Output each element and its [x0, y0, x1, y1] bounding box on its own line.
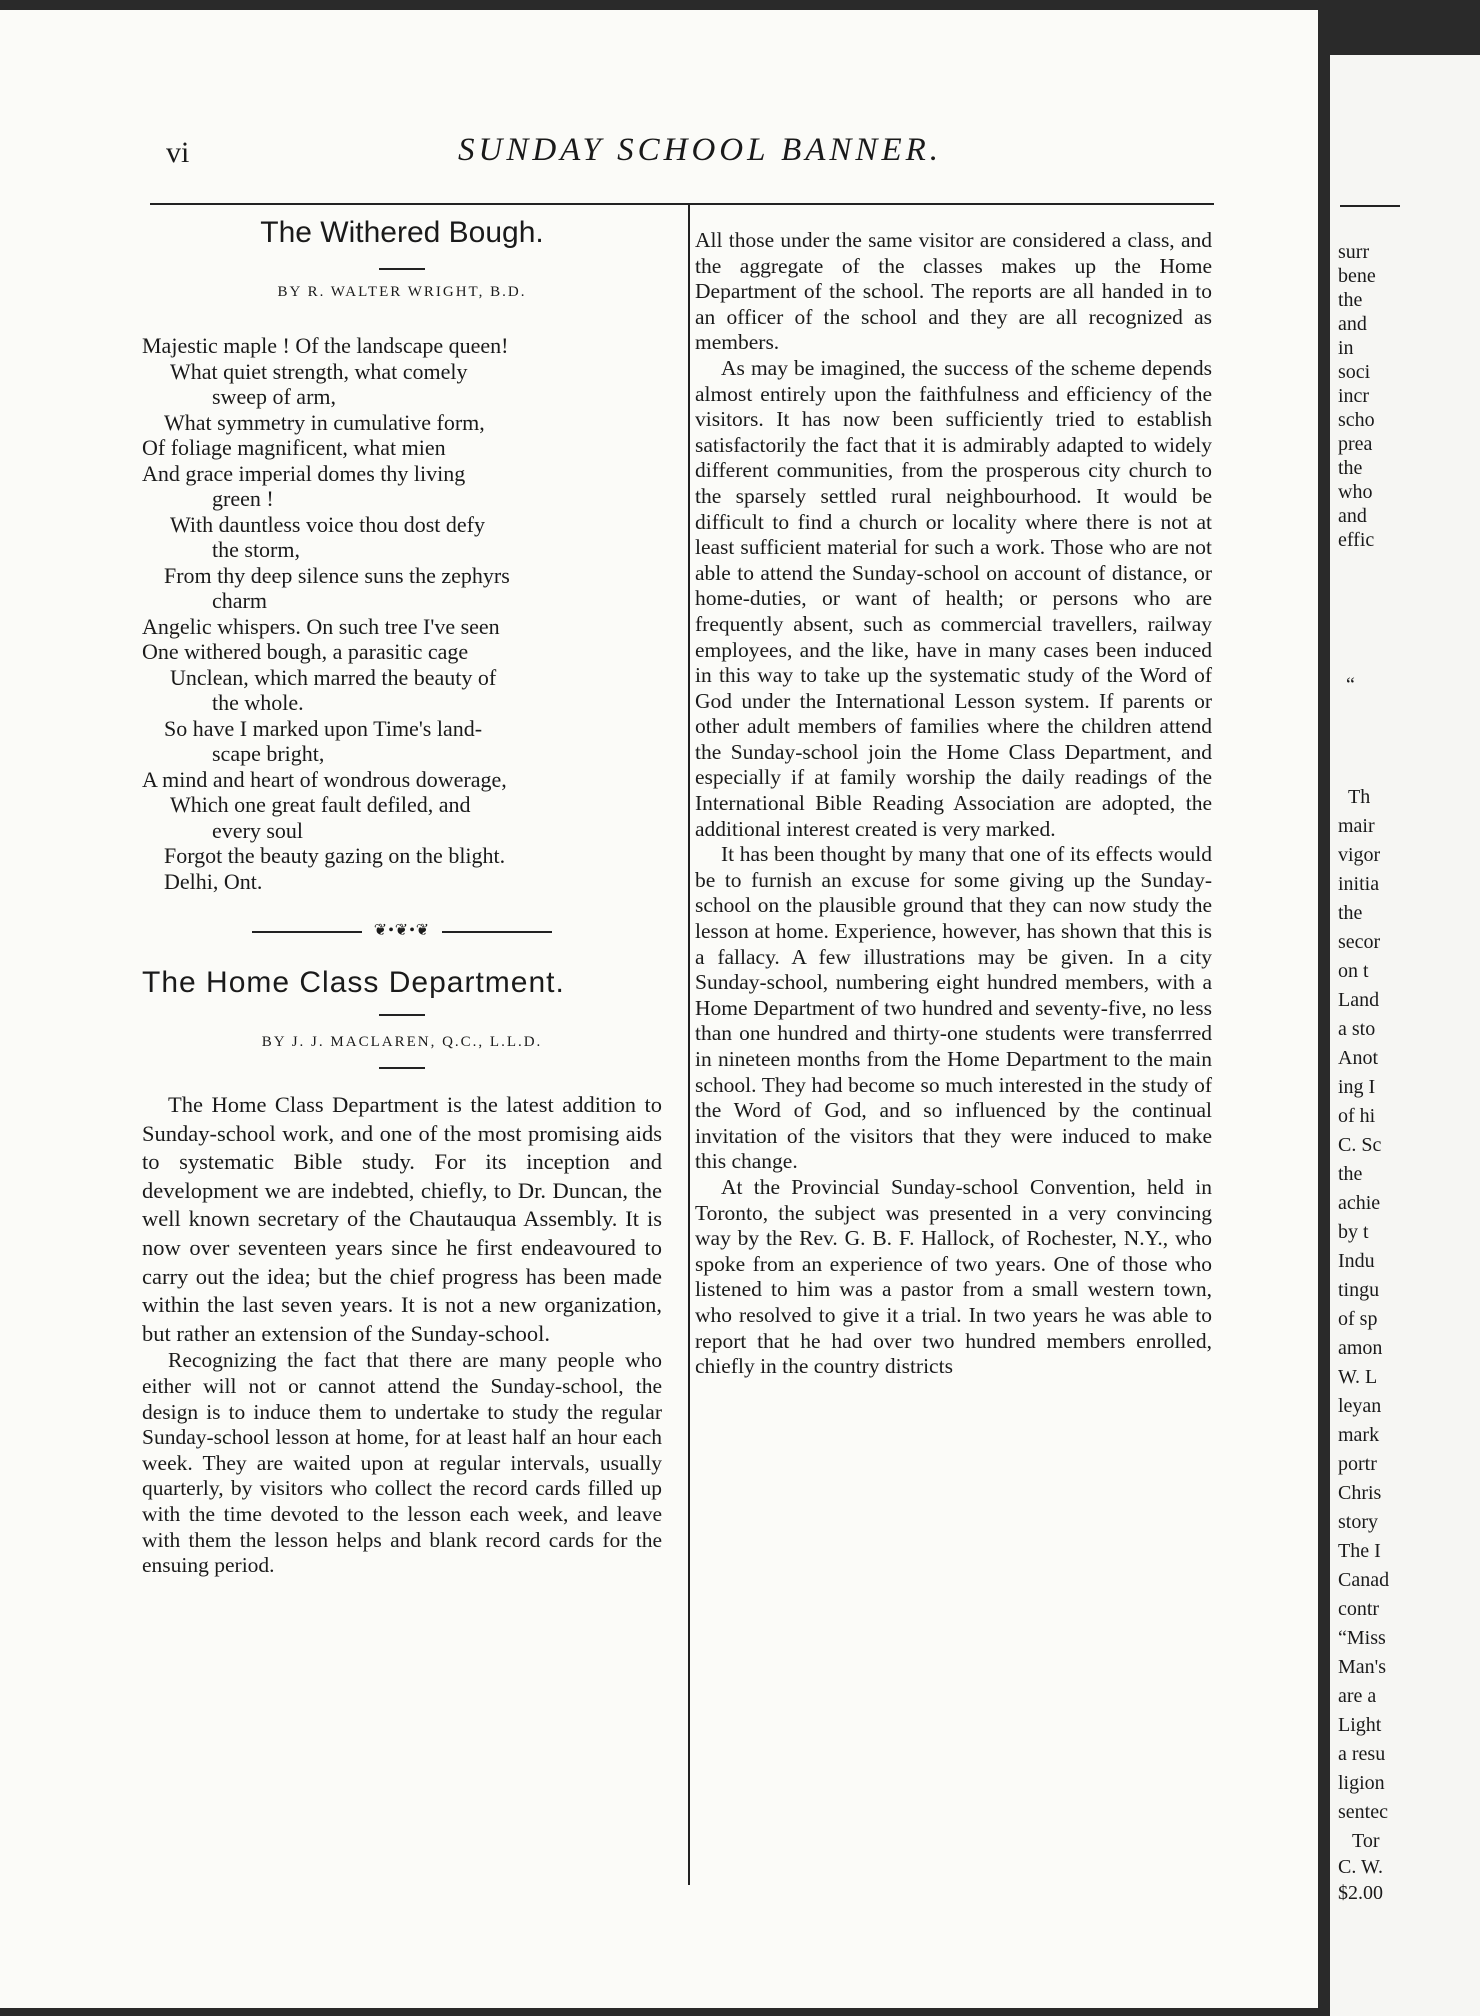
poem-line: Angelic whispers. On such tree I've seen	[142, 613, 500, 639]
adjacent-fragment: Light	[1338, 1714, 1382, 1736]
adjacent-fragment: tingu	[1338, 1279, 1380, 1301]
poem-line: every soul	[212, 817, 304, 843]
home-class-body-right	[695, 228, 1212, 1380]
adjacent-fragment: Land	[1338, 989, 1380, 1011]
poem-line: scape bright,	[212, 741, 325, 766]
adjacent-fragment: bene	[1338, 265, 1376, 287]
adjacent-fragment: surr	[1338, 241, 1370, 263]
paragraph: At the Provincial Sunday-school Convention, held in Toronto, the subject was presented in a very convincing way by the Rev. G. B. F. Hallock, of Rochester, N.Y., who spoke from an experience of two years. One of those who listened to him was a pastor from a small western town, who resolved to give it a trial. In two years he was able to report that he had over two hundred members enrolled, chiefly in the country districts	[695, 1174, 1212, 1379]
adjacent-fragment: by t	[1338, 1221, 1369, 1243]
poem-line: Majestic maple ! Of the landscape queen!	[142, 333, 509, 358]
left-column	[142, 210, 662, 1579]
header-rule	[150, 203, 1214, 205]
poem-line: the storm,	[212, 537, 300, 562]
home-class-body-left	[142, 1091, 662, 1579]
poem-line: charm	[212, 588, 267, 613]
adjacent-fragment: Tor	[1352, 1830, 1380, 1852]
paragraph: It has been thought by many that one of its effects would be to furnish an excuse for some giving up the Sunday-school on the plausible ground that they can now study the lesson at home. Experience, however, has shown that this is a fallacy. A few illustrations may be given. In a city Sunday-school, numbering eight hundred members, with a Home Department of two hundred and seventy-five, no less than one hundred and thirty-one students were transferrred in nineteen months from the Home Department to the main school. They had become so much interested in the study of the Word of God, and so influenced by the continual invitation of the visitors that they were induced to make this change.	[695, 842, 1212, 1174]
home-class-title: The Home Class Department.	[142, 966, 565, 999]
poem-signoff: Delhi, Ont.	[164, 868, 263, 894]
adjacent-fragment: in	[1338, 337, 1354, 359]
adjacent-fragment: the	[1338, 902, 1363, 924]
paragraph: The Home Class Department is the latest addition to Sunday-school work, and one of the most promising aids to systematic Bible study. For its inception and development we are indebted, chiefly, to Dr. Duncan, the well known secretary of the Chautauqua Assembly. It is now over seventeen years since he first endeavoured to carry out the idea; but the chief progress has been made within the last seven years. It is not a new organization, but rather an extension of the Sunday-school.	[142, 1092, 662, 1346]
poem-line: Which one great fault defiled, and	[170, 792, 471, 817]
adjacent-fragment: sentec	[1338, 1801, 1388, 1823]
adjacent-fragment: Man's	[1338, 1656, 1387, 1678]
adjacent-fragment: the	[1338, 1163, 1363, 1185]
adjacent-fragment: soci	[1338, 361, 1371, 383]
adjacent-page	[1330, 55, 1480, 2016]
adjacent-fragment: W. L	[1338, 1366, 1378, 1388]
adjacent-fragment: “	[1346, 674, 1355, 696]
adjacent-fragment: and	[1338, 313, 1367, 335]
title-rule	[379, 1014, 425, 1016]
paragraph: All those under the same visitor are considered a class, and the aggregate of the classes makes up the Home Department of the school. The reports are all handed in to an officer of the school and they are all recognized as members.	[695, 228, 1212, 355]
running-title: SUNDAY SCHOOL BANNER.	[457, 132, 943, 168]
paragraph: Recognizing the fact that there are many people who either will not or cannot attend the Sunday-school, the design is to induce them to undertake to study the regular Sunday-school lesson at home, for at least half an hour each week. They are waited upon at regular intervals, usually quarterly, by visitors who collect the record cards filled up with the time devoted to the lesson each week, and leave with them the lesson helps and blank record cards for the ensuing period.	[142, 1348, 662, 1578]
adjacent-fragment: C. W.	[1338, 1856, 1384, 1878]
page-header	[150, 130, 1210, 190]
poem-line: So have I marked upon Time's land-	[164, 715, 483, 741]
adjacent-fragment: Anot	[1338, 1047, 1378, 1069]
adjacent-fragment: mark	[1338, 1424, 1380, 1446]
adjacent-fragment: The I	[1338, 1540, 1381, 1562]
adjacent-fragment: ing I	[1338, 1076, 1376, 1098]
adjacent-fragment: effic	[1338, 529, 1375, 551]
column-divider	[688, 205, 690, 1885]
adjacent-fragment: story	[1338, 1511, 1378, 1533]
poem-line: Of foliage magnificent, what mien	[142, 435, 446, 460]
byline-rule	[379, 1067, 425, 1069]
adjacent-fragment: $2.00	[1338, 1882, 1383, 1904]
poem-line: Forgot the beauty gazing on the blight.	[164, 843, 506, 868]
adjacent-fragment: the	[1338, 289, 1363, 311]
poem-line: the whole.	[212, 690, 304, 715]
poem-title: The Withered Bough.	[260, 216, 544, 249]
adjacent-fragment: Indu	[1338, 1250, 1375, 1272]
poem-line: From thy deep silence suns the zephyrs	[164, 562, 510, 588]
adjacent-fragment: Canad	[1338, 1569, 1390, 1591]
adjacent-fragment: achie	[1338, 1192, 1381, 1214]
poem-body	[142, 333, 662, 894]
adjacent-fragment: and	[1338, 505, 1367, 527]
adjacent-fragment: of hi	[1338, 1105, 1376, 1127]
section-ornament	[252, 924, 552, 940]
adjacent-fragment: C. Sc	[1338, 1134, 1382, 1156]
adjacent-fragment: a sto	[1338, 1018, 1376, 1040]
poem-line: One withered bough, a parasitic cage	[142, 639, 469, 664]
adjacent-fragment: Th	[1348, 786, 1371, 808]
right-column	[695, 210, 1212, 1380]
adjacent-fragment: initia	[1338, 873, 1380, 895]
paragraph: As may be imagined, the success of the scheme depends almost entirely upon the faithfulness and efficiency of the visitors. It has now been sufficiently tried to establish satisfactorily the fact that it is admirably adapted to widely different communities, from the prosperous city church to the sparsely settled rural neighbourhood. It would be difficult to find a church or locality where there is not at least sufficient material for such a work. Those who are not able to attend the Sunday-school on account of distance, or home-duties, or want of health; or persons who are frequently absent, such as commercial travellers, railway employees, and the like, have in many cases been induced in this way to take up the systematic study of the Word of God under the International Lesson system. If parents or other adult members of families where the children attend the Sunday-school join the Home Class Department, and especially if at family worship the daily readings of the International Bible Reading Association are adopted, the additional interest created is very marked.	[695, 355, 1212, 841]
adjacent-fragment: portr	[1338, 1453, 1377, 1475]
poem-line: Unclean, which marred the beauty of	[170, 664, 497, 690]
poem-line: What quiet strength, what comely	[170, 358, 468, 384]
poem-line: A mind and heart of wondrous dowerage,	[142, 766, 507, 792]
adjacent-fragment: are a	[1338, 1685, 1377, 1707]
adjacent-fragment: mair	[1338, 815, 1375, 837]
adjacent-fragment: vigor	[1338, 844, 1381, 866]
adjacent-fragment: a resu	[1338, 1743, 1386, 1765]
adjacent-fragment: incr	[1338, 385, 1370, 407]
adjacent-fragment: of sp	[1338, 1308, 1378, 1330]
adjacent-fragment: who	[1338, 481, 1373, 503]
home-class-byline: BY J. J. MACLAREN, Q.C., L.L.D.	[261, 1034, 543, 1050]
adjacent-fragment: amon	[1338, 1337, 1383, 1359]
page-number: vi	[166, 136, 190, 169]
poem-byline: BY R. WALTER WRIGHT, B.D.	[277, 284, 527, 300]
title-rule	[379, 268, 425, 270]
adjacent-fragment: the	[1338, 457, 1363, 479]
adjacent-fragment: leyan	[1338, 1395, 1382, 1417]
poem-line: sweep of arm,	[212, 384, 337, 409]
ornament-glyph: ❦•❦•❦	[362, 920, 442, 940]
poem-line: What symmetry in cumulative form,	[164, 409, 485, 435]
adjacent-fragment: on t	[1338, 960, 1369, 982]
adjacent-fragment: scho	[1338, 409, 1375, 431]
adjacent-fragment: Chris	[1338, 1482, 1382, 1504]
poem-line: With dauntless voice thou dost defy	[170, 511, 486, 537]
adjacent-fragment: contr	[1338, 1598, 1380, 1620]
adjacent-fragment: ligion	[1338, 1772, 1385, 1794]
adjacent-fragment: prea	[1338, 433, 1373, 455]
adjacent-fragment: “Miss	[1338, 1627, 1386, 1649]
poem-line: green !	[212, 486, 274, 511]
adjacent-header-rule	[1340, 205, 1400, 207]
adjacent-fragment: secor	[1338, 931, 1381, 953]
poem-line: And grace imperial domes thy living	[142, 460, 466, 486]
